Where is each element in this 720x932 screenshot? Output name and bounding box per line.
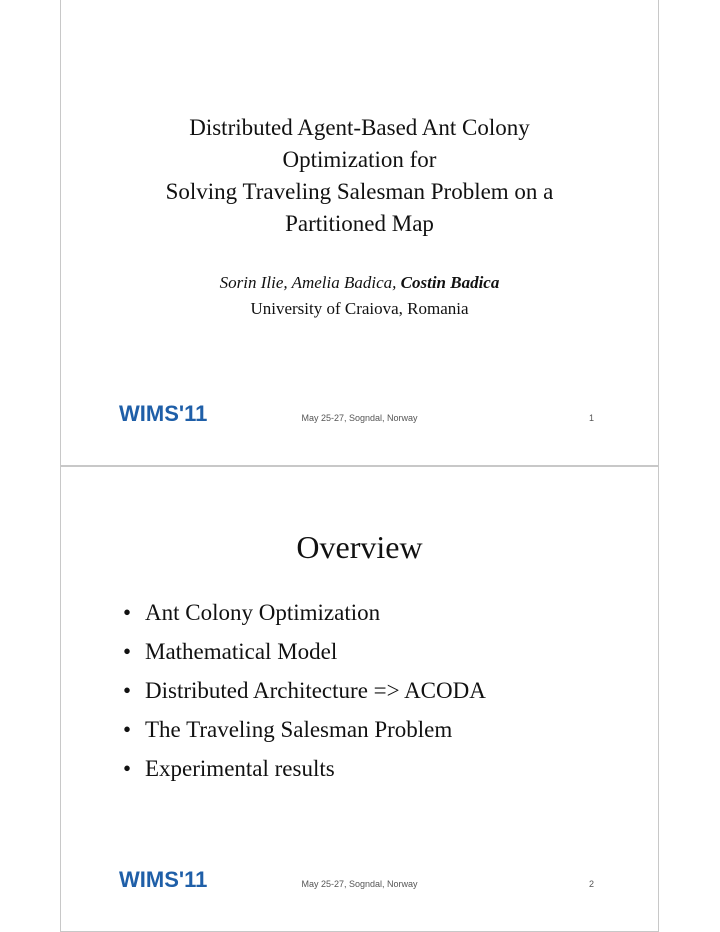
authors-block xyxy=(61,270,658,322)
slide-1 xyxy=(60,0,659,466)
affiliation: University of Craiova, Romania xyxy=(250,299,469,318)
bullet-icon: • xyxy=(123,717,132,742)
title-line-2: Optimization for xyxy=(282,147,437,172)
title-line-4: Partitioned Map xyxy=(285,211,434,236)
bullet-item: • The Traveling Salesman Problem xyxy=(123,710,486,749)
bullet-icon: • xyxy=(123,600,132,625)
bullet-item: • Ant Colony Optimization xyxy=(123,593,486,632)
bullet-list xyxy=(123,593,486,788)
footer-date: May 25-27, Sogndal, Norway xyxy=(301,413,418,423)
page-number: 1 xyxy=(588,413,594,423)
slide-title xyxy=(61,112,658,240)
slide-title: Overview xyxy=(296,529,423,565)
bullet-icon: • xyxy=(123,678,132,703)
page-number: 2 xyxy=(588,879,594,889)
authors-names: Sorin Ilie, Amelia Badica, xyxy=(219,273,401,292)
title-line-3: Solving Traveling Salesman Problem on a xyxy=(165,179,554,204)
authors-presenter: Costin Badica xyxy=(400,273,500,292)
wims-logo-text: WIMS'11 xyxy=(119,402,208,424)
bullet-item: • Experimental results xyxy=(123,749,486,788)
bullet-item: • Mathematical Model xyxy=(123,632,486,671)
bullet-icon: • xyxy=(123,639,132,664)
slide-2 xyxy=(60,466,659,932)
footer-date: May 25-27, Sogndal, Norway xyxy=(301,879,418,889)
bullet-icon: • xyxy=(123,756,132,781)
bullet-item: • Distributed Architecture => ACODA xyxy=(123,671,486,710)
title-line-1: Distributed Agent-Based Ant Colony xyxy=(189,115,530,140)
wims-logo-text: WIMS'11 xyxy=(119,868,208,890)
